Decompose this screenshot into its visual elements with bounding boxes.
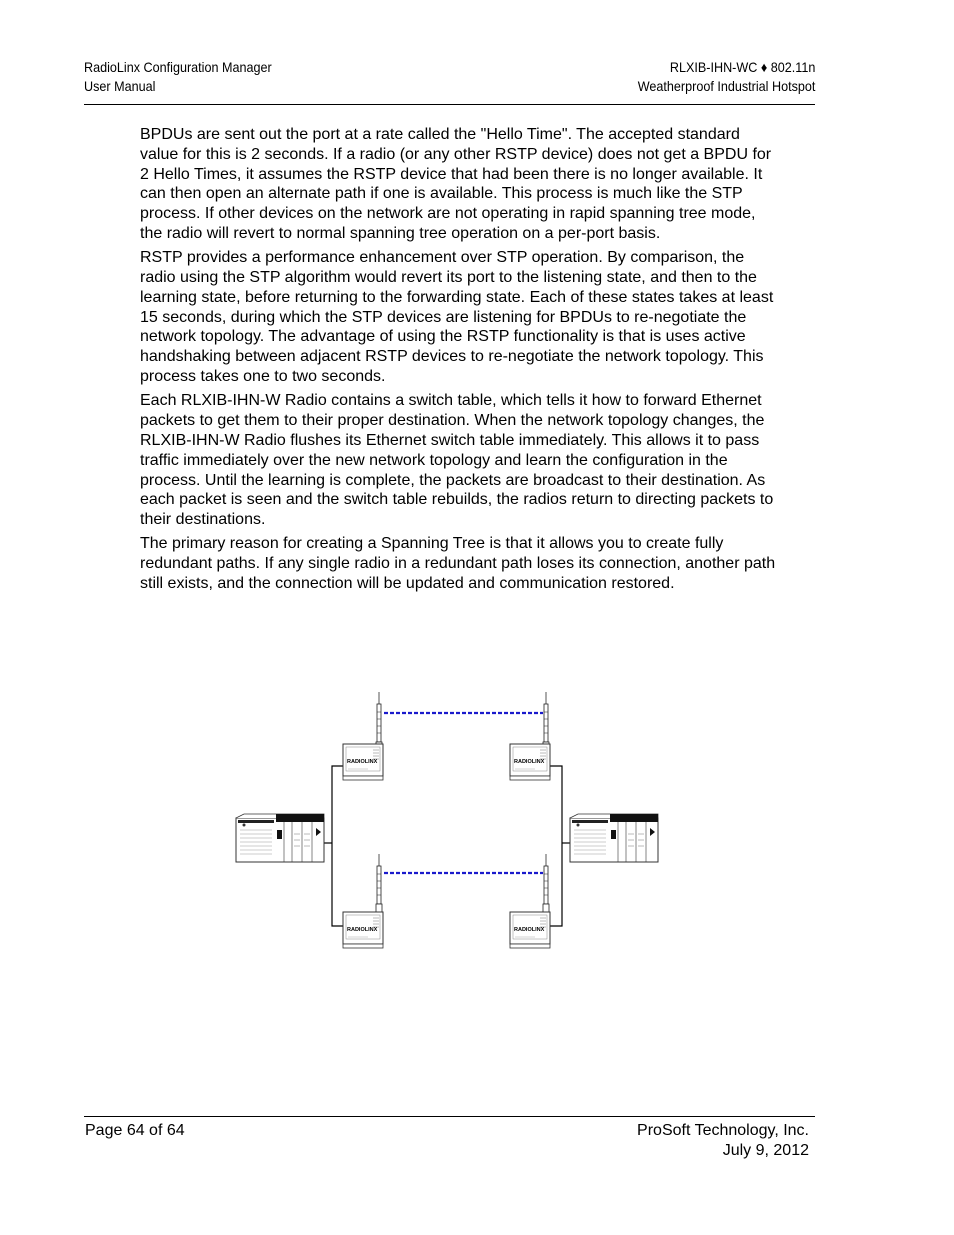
header-model-description: Weatherproof Industrial Hotspot xyxy=(637,78,815,94)
redundant-path-diagram xyxy=(232,688,662,952)
radio-bottom-left xyxy=(343,854,383,948)
footer-date: July 9, 2012 xyxy=(722,1142,809,1159)
header-doc-type: User Manual xyxy=(84,78,156,94)
paragraph-redundant-paths: The primary reason for creating a Spanning Tree is that it allows you to create fully redundant paths. If any single radio in a redundant path loses its connection, another path still exists, and the connection will be updated and communication restored. xyxy=(140,535,776,593)
header-model: RLXIB-IHN-WC ♦ 802.11n xyxy=(669,59,815,75)
radio-top-right xyxy=(510,692,550,780)
footer-right xyxy=(637,1121,809,1161)
paragraph-switch-table: Each RLXIB-IHN-W Radio contains a switch table, which tells it how to forward Ethernet packets to get them to their proper destination. When the network topology changes, the RLXIB-IHN-W Radio flushes its Ethernet switch table immediately. This allows it to pass traffic immediately over the new network topology and learn the configuration in the process. Until the learning is complete, the packets are broadcast to their destination. As each packet is seen and the switch table rebuilds, the radios return to directing packets to their destinations. xyxy=(140,392,774,529)
footer-company: ProSoft Technology, Inc. xyxy=(637,1122,809,1139)
radio-logo: RADIOLINX xyxy=(514,759,545,765)
radio-logo: RADIOLINX xyxy=(347,759,378,765)
radio-logo: RADIOLINX xyxy=(347,927,378,933)
redundant-path-diagram-svg xyxy=(232,688,662,952)
radio-bottom-right xyxy=(510,854,550,948)
footer-page-number: Page 64 of 64 xyxy=(85,1122,185,1139)
radio-top-left xyxy=(343,692,383,780)
paragraph-rstp-performance: RSTP provides a performance enhancement over STP operation. By comparison, the radio using the STP algorithm would revert its port to the listening state, and then to the learning state, before returning to the forwarding state. Each of these states takes at least 15 seconds, during which the STP devices are listening for BPDUs to re-negotiate the network topology. The advantage of using the RSTP functionality is that is uses active handshaking between adjacent RSTP devices to re-negotiate the network topology. This process takes one to two seconds. xyxy=(140,249,774,386)
radio-logo: RADIOLINX xyxy=(514,927,545,933)
header-right xyxy=(618,58,815,96)
ethernet-wiring xyxy=(324,766,570,926)
paragraph-bpdu-hello-time: BPDUs are sent out the port at a rate called the "Hello Time". The accepted standard value for this is 2 seconds. If a radio (or any other RSTP device) does not get a BPDU for 2 Hello Times, it assumes the RSTP device that had been there is no longer available. It can then open an alternate path if one is available. This process is much like the STP process. If other devices on the network are not operating in rapid spanning tree mode, the radio will revert to normal spanning tree operation on a per-port basis. xyxy=(140,126,772,242)
page-header xyxy=(84,56,815,105)
body-text xyxy=(140,125,780,598)
page-footer xyxy=(84,1116,815,1159)
plc-rack-right xyxy=(570,814,658,862)
header-left xyxy=(84,58,293,96)
plc-rack-left xyxy=(236,814,324,862)
header-product-name: RadioLinx Configuration Manager xyxy=(84,59,272,75)
